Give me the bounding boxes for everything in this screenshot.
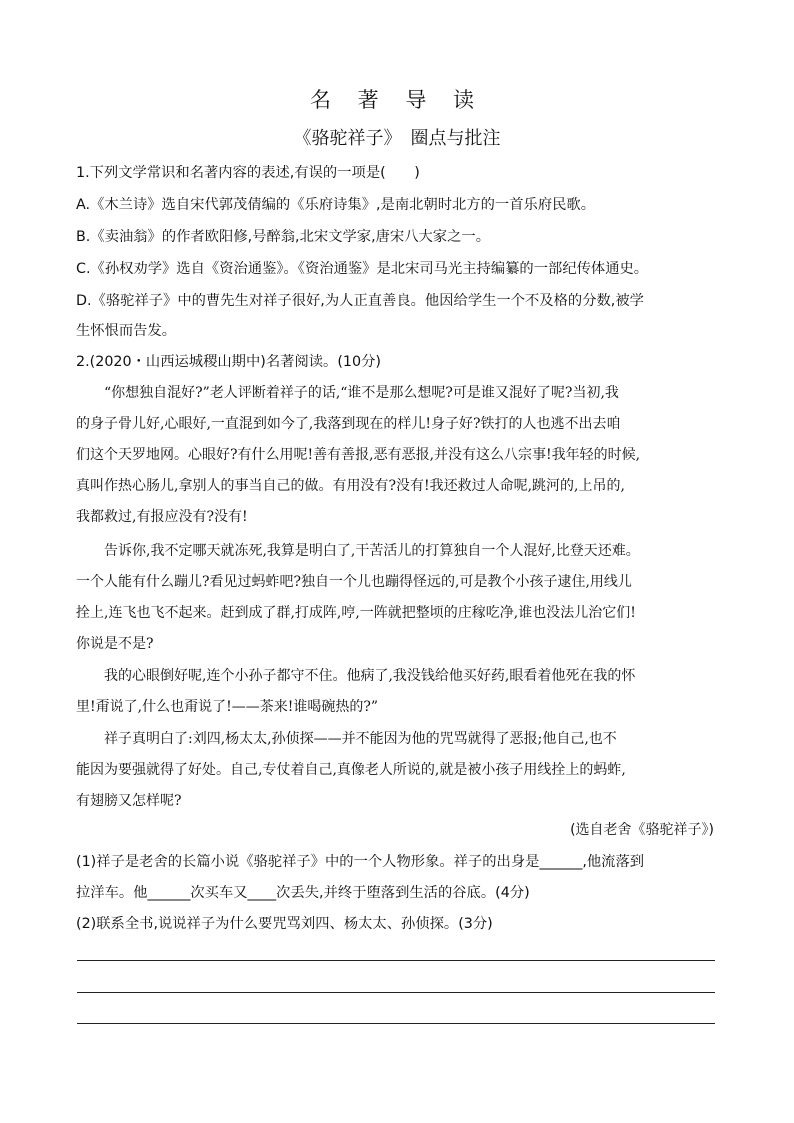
passage-line: 里!甭说了,什么也甭说了!——茶来!谁喝碗热的?”: [76, 699, 378, 715]
passage-line: 告诉你,我不定哪天就冻死,我算是明白了,干苦活儿的打算独自一个人混好,比登天还难。: [104, 543, 640, 559]
q2-sub1-line2: 拉洋车。他______次买车又____次丢失,并终于堕落到生活的谷底。(4分): [76, 885, 530, 901]
passage-line: 一个人能有什么蹦儿?看见过蚂蚱吧?独自一个儿也蹦得怪远的,可是教个小孩子逮住,用线儿: [76, 574, 632, 590]
passage-line: 我都救过,有报应没有?没有!: [76, 509, 248, 525]
passage-line: 你说是不是?: [76, 636, 154, 652]
passage-source: (选自老舍《骆驼祥子》): [570, 822, 714, 838]
answer-line[interactable]: [77, 1023, 715, 1024]
page-title: 名 著 导 读: [309, 88, 485, 112]
q2-stem: 2.(2020・山西运城稷山期中)名著阅读。(10分): [76, 354, 381, 370]
passage-line: 我的心眼倒好呢,连个小孙子都守不住。他病了,我没钱给他买好药,眼看着他死在我的怀: [104, 668, 636, 684]
passage-line: 们这个天罗地网。心眼好?有什么用呢!善有善报,恶有恶报,并没有这么八宗事!我年轻的时候,: [76, 447, 641, 463]
q1-option-a: A.《木兰诗》选自宋代郭茂倩编的《乐府诗集》,是南北朝时北方的一首乐府民歌。: [76, 197, 596, 213]
passage-line: 真叫作热心肠儿,拿别人的事当自己的做。有用没有?没有!我还救过人命呢,跳河的,上吊的,: [76, 478, 625, 494]
answer-line[interactable]: [77, 992, 715, 993]
passage-line: “你想独自混好?”老人评断着祥子的话,“谁不是那么想呢?可是谁又混好了呢?当初,我: [104, 385, 619, 401]
q2-sub1-line1: (1)祥子是老舍的长篇小说《骆驼祥子》中的一个人物形象。祥子的出身是______,他流落到: [76, 854, 645, 870]
passage-line: 祥子真明白了:刘四,杨太太,孙侦探——并不能因为他的咒骂就得了恶报;他自己,也不: [104, 731, 617, 747]
passage-line: 拴上,连飞也飞不起来。赶到成了群,打成阵,哼,一阵就把整顷的庄稼吃净,谁也没法儿治它们!: [76, 605, 636, 621]
q2-sub2: (2)联系全书,说说祥子为什么要咒骂刘四、杨太太、孙侦探。(3分): [76, 916, 493, 932]
passage-line: 的身子骨儿好,心眼好,一直混到如今了,我落到现在的样儿!身子好?铁打的人也逃不出去咱: [76, 416, 621, 432]
q1-option-d-line1: D.《骆驼祥子》中的曹先生对祥子很好,为人正直善良。他因给学生一个不及格的分数,被学: [76, 293, 644, 309]
passage-line: 有翅膀又怎样呢?: [76, 793, 182, 809]
answer-line[interactable]: [77, 960, 715, 961]
q1-option-c: C.《孙权劝学》选自《资治通鉴》。《资治通鉴》是北宋司马光主持编纂的一部纪传体通史。: [76, 261, 649, 277]
q1-option-d-line2: 生怀恨而告发。: [76, 323, 177, 339]
passage-line: 能因为要强就得了好处。自己,专仗着自己,真像老人所说的,就是被小孩子用线拴上的蚂蚱,: [76, 762, 626, 778]
q1-option-b: B.《卖油翁》的作者欧阳修,号醉翁,北宋文学家,唐宋八大家之一。: [76, 229, 490, 245]
q1-stem: 1.下列文学常识和名著内容的表述,有误的一项是( ): [76, 165, 420, 181]
page-subtitle: 《骆驼祥子》 圈点与批注: [293, 128, 501, 149]
